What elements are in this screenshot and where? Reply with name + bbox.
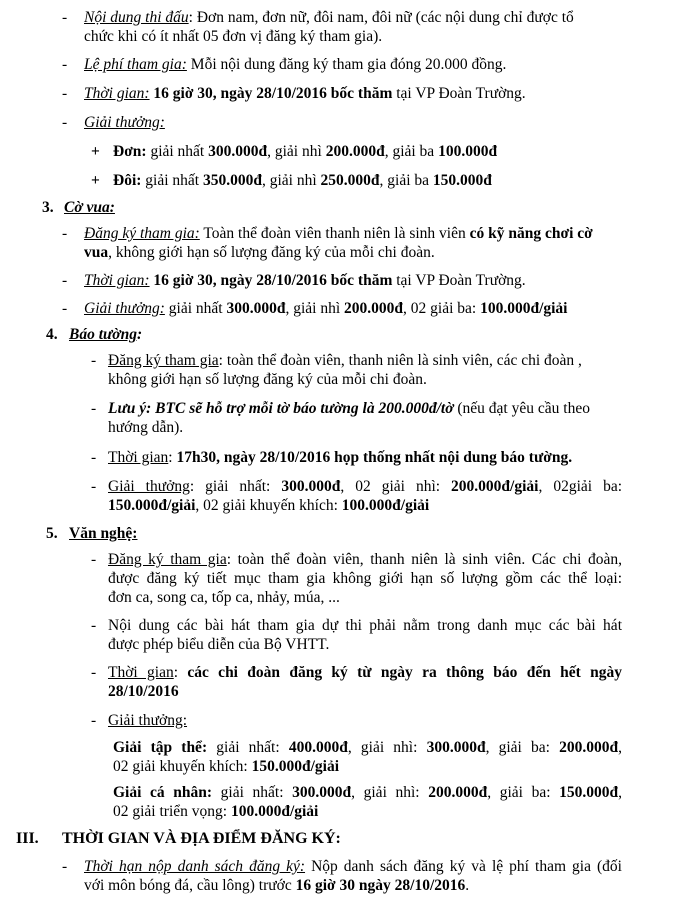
heading-van-nghe: Văn nghệ: — [69, 525, 138, 542]
thoi-gian-label: Thời gian — [108, 664, 174, 681]
bullet-dash: - — [62, 85, 68, 102]
text: , giải ba — [379, 172, 433, 189]
text: Toàn thể đoàn viên thanh niên là sinh viên — [199, 225, 470, 242]
text: , không giới hạn số lượng đăng ký của mỗi chi đoàn. — [108, 244, 435, 261]
van-nghe-dang-ky-line-1 — [108, 550, 622, 569]
prize-value: 200.000đ — [325, 143, 385, 160]
bao-tuong-dang-ky-line-2: không giới hạn số lượng đăng ký của mỗi chi đoàn. — [108, 371, 427, 388]
text: , giải nhì — [267, 143, 326, 160]
heading-bao-tuong — [69, 325, 142, 344]
text: , — [618, 784, 622, 801]
bullet-dash: - — [62, 300, 68, 317]
bold-text: có kỹ năng chơi cờ — [469, 225, 593, 242]
text: Nộp danh sách đăng ký và lệ phí tham gia (đối — [305, 858, 622, 875]
heading-colon: : — [137, 326, 143, 343]
don-label: Đơn: — [113, 143, 147, 160]
dang-ky-label: Đăng ký tham gia — [108, 551, 227, 568]
van-nghe-dang-ky-line-2 — [108, 569, 622, 588]
text: , 02 giải khuyến khích: — [195, 497, 342, 514]
prize-value: 200.000đ/giải — [451, 478, 539, 495]
bullet-dash: - — [62, 225, 68, 242]
text: , 02giải ba: — [538, 478, 623, 495]
dang-ky-label: Đăng ký tham gia: — [84, 225, 200, 242]
bullet-dash: - — [62, 56, 68, 73]
bao-tuong-dang-ky-line-1 — [108, 351, 582, 370]
text: : — [168, 449, 177, 466]
thoi-han-line-2 — [84, 876, 469, 895]
prize-value: 400.000đ — [288, 739, 348, 756]
thoi-gian-label: Thời gian: — [84, 85, 150, 102]
prize-value: 300.000đ — [226, 300, 286, 317]
doi-label: Đôi: — [113, 172, 142, 189]
bullet-dash: - — [62, 9, 68, 26]
bullet-dash: - — [91, 400, 97, 417]
le-phi-line — [84, 55, 506, 74]
thoi-gian-label: Thời gian — [108, 449, 169, 466]
prize-value: 100.000đ/giải — [230, 803, 319, 820]
bao-tuong-giai-thuong-line-1 — [108, 477, 622, 496]
text: giải nhất — [146, 143, 209, 160]
bullet-dash: - — [91, 449, 97, 466]
prize-value: 300.000đ — [426, 739, 486, 756]
text: giải nhất: — [207, 739, 289, 756]
giai-ca-nhan-line-2 — [113, 802, 318, 821]
prize-value: 200.000đ — [344, 300, 404, 317]
text: : toàn thể đoàn viên, thanh niên là sinh viên, các chi đoàn , — [218, 352, 582, 369]
prize-value: 100.000đ/giải — [480, 300, 568, 317]
bullet-dash: - — [62, 858, 68, 875]
prize-value: 300.000đ — [281, 478, 341, 495]
text: được đăng ký tiết mục tham gia không giới hạn số lượng gồm các thể loại: — [108, 570, 622, 587]
prize-value: 200.000đ — [559, 739, 619, 756]
prize-value: 150.000đ — [432, 172, 492, 189]
van-nghe-dang-ky-line-3: đơn ca, song ca, tốp ca, nhảy, múa, ... — [108, 589, 340, 606]
section-number: III. — [16, 830, 39, 847]
giai-ca-nhan-label: Giải cá nhân: — [113, 784, 213, 801]
van-nghe-noi-dung-line-1 — [108, 616, 622, 635]
bold-text: 17h30, ngày 28/10/2016 họp thống nhất nội dung báo tường. — [176, 449, 573, 466]
giai-ca-nhan-line-1 — [113, 783, 622, 802]
bao-tuong-thoi-gian-line — [108, 448, 572, 467]
text: (nếu đạt yêu cầu theo — [453, 400, 590, 417]
noi-dung-text: : Đơn nam, đơn nữ, đôi nam, đôi nữ (các nội dung chỉ được tổ — [188, 9, 574, 26]
bullet-dash: - — [91, 352, 97, 369]
prize-value: 150.000đ — [559, 784, 619, 801]
text: , giải nhì: — [351, 784, 429, 801]
text: 02 giải khuyến khích: — [113, 758, 252, 775]
noi-dung-line-2: chức khi có ít nhất 05 đơn vị đăng ký tham gia). — [84, 28, 383, 45]
prize-value: 200.000đ — [428, 784, 488, 801]
text: : — [173, 664, 188, 681]
don-line — [113, 142, 497, 161]
text: giải nhất: — [212, 784, 293, 801]
text: , giải nhì: — [347, 739, 427, 756]
luu-y-line-2: hướng dẫn). — [108, 419, 184, 436]
heading-co-vua: Cờ vua: — [64, 199, 115, 216]
text: 02 giải triển vọng: — [113, 803, 231, 820]
text: , — [618, 739, 622, 756]
heading-number: 4. — [46, 326, 58, 343]
giai-tap-the-line-1 — [113, 738, 622, 757]
prize-value: 150.000đ/giải — [251, 758, 340, 775]
co-vua-dang-ky-line-2 — [84, 243, 435, 262]
le-phi-label: Lệ phí tham gia: — [84, 56, 187, 73]
bullet-dash: - — [91, 664, 97, 681]
giai-thuong-line — [84, 113, 165, 132]
text: , giải ba: — [485, 739, 560, 756]
bullet-dash: - — [91, 712, 97, 729]
giai-tap-the-line-2 — [113, 757, 339, 776]
giai-thuong-label: Giải thưởng: — [108, 712, 188, 729]
bullet-dash: - — [62, 114, 68, 131]
van-nghe-giai-thuong-line — [108, 711, 187, 730]
doi-line — [113, 171, 492, 190]
text: , giải nhì — [261, 172, 321, 189]
text: Nội dung các bài hát tham gia dự thi phải nằm trong danh mục các bài hát — [108, 617, 622, 634]
text: , giải ba: — [487, 784, 560, 801]
text: : giải nhất: — [189, 478, 282, 495]
co-vua-giai-thuong-line — [84, 299, 568, 318]
text: , 02 giải nhì: — [340, 478, 452, 495]
heading-number: 5. — [46, 525, 58, 542]
giai-tap-the-label: Giải tập thể: — [113, 739, 208, 756]
prize-value: 100.000đ — [438, 143, 498, 160]
prize-value: 250.000đ — [320, 172, 380, 189]
section-title: THỜI GIAN VÀ ĐỊA ĐIỂM ĐĂNG KÝ: — [62, 830, 341, 847]
prize-value: 150.000đ/giải — [108, 497, 196, 514]
prize-value: 350.000đ — [202, 172, 262, 189]
thoi-han-line-1 — [84, 857, 622, 876]
heading-number: 3. — [42, 199, 54, 216]
thoi-gian-label: Thời gian: — [84, 272, 150, 289]
giai-thuong-label: Giải thưởng: — [84, 300, 165, 317]
thoi-gian-line — [84, 84, 526, 103]
van-nghe-noi-dung-line-2: được phép biểu diễn của Bộ VHTT. — [108, 636, 330, 653]
text: , 02 giải ba: — [403, 300, 481, 317]
text: : toàn thể đoàn viên, thanh niên là sinh viên. Các chi đoàn, — [226, 551, 622, 568]
prize-value: 300.000đ — [292, 784, 352, 801]
luu-y-label: Lưu ý: — [108, 400, 152, 417]
noi-dung-label: Nội dung thi đấu — [84, 9, 189, 26]
van-nghe-thoi-gian-line-1 — [108, 663, 622, 682]
bold-text: 16 giờ 30 ngày 28/10/2016 — [295, 877, 466, 894]
co-vua-thoi-gian-line — [84, 271, 526, 290]
bullet-dash: - — [62, 272, 68, 289]
bullet-plus: + — [91, 143, 100, 160]
bold-text: vua — [84, 244, 109, 261]
co-vua-dang-ky-line-1 — [84, 224, 593, 243]
luu-y-line-1 — [108, 399, 590, 418]
van-nghe-thoi-gian-line-2: 28/10/2016 — [108, 683, 179, 700]
text: giải nhất — [141, 172, 203, 189]
text: với môn bóng đá, cầu lông) trước — [84, 877, 296, 894]
thoi-gian-text: tại VP Đoàn Trường. — [392, 85, 526, 102]
bullet-plus: + — [91, 172, 100, 189]
bullet-dash: - — [91, 478, 97, 495]
bullet-dash: - — [91, 617, 97, 634]
text: , giải ba — [384, 143, 439, 160]
text: tại VP Đoàn Trường. — [392, 272, 526, 289]
bold-italic-text: BTC sẽ hỗ trợ mỗi tờ báo tường là 200.000đ/tờ — [151, 400, 454, 417]
bullet-dash: - — [91, 551, 97, 568]
bao-tuong-giai-thuong-line-2 — [108, 496, 429, 515]
le-phi-text: Mỗi nội dung đăng ký tham gia đóng 20.000 đồng. — [186, 56, 507, 73]
dang-ky-label: Đăng ký tham gia — [108, 352, 219, 369]
bold-text: các chi đoàn đăng ký từ ngày ra thông báo đến hết ngày — [187, 664, 622, 681]
giai-thuong-label: Giải thưởng: — [84, 114, 165, 131]
text: giải nhất — [164, 300, 227, 317]
heading-text: Báo tường — [69, 326, 137, 343]
thoi-gian-bold: 16 giờ 30, ngày 28/10/2016 bốc thăm — [149, 85, 393, 102]
text: , giải nhì — [285, 300, 345, 317]
thoi-han-label: Thời hạn nộp danh sách đăng ký: — [84, 858, 306, 875]
text: . — [465, 877, 470, 894]
bold-text: 16 giờ 30, ngày 28/10/2016 bốc thăm — [149, 272, 393, 289]
prize-value: 100.000đ/giải — [341, 497, 430, 514]
prize-value: 300.000đ — [208, 143, 268, 160]
giai-thuong-label: Giải thưởng — [108, 478, 190, 495]
noi-dung-line-1 — [84, 8, 574, 27]
